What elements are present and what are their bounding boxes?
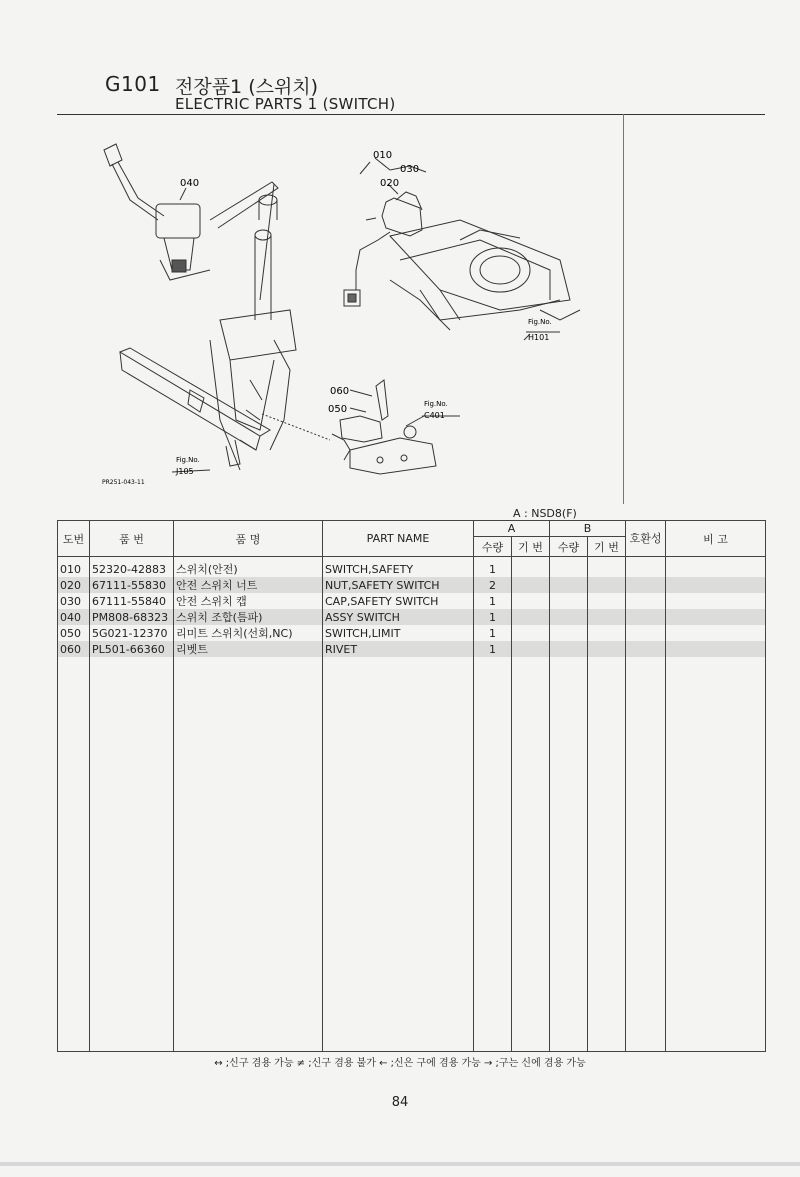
fig-ref-j105: J105 <box>176 467 194 476</box>
section-code: G101 <box>105 72 161 96</box>
header-a-gibeon: 기 번 <box>512 537 550 557</box>
cell-part-no: 52320-42883 <box>90 557 174 578</box>
header-a-quantity: 수량 <box>474 537 512 557</box>
header-group-a: A <box>474 521 550 537</box>
header-b-quantity: 수량 <box>550 537 588 557</box>
cell-ref: 040 <box>58 609 90 625</box>
cell-ref: 060 <box>58 641 90 657</box>
title-english: ELECTRIC PARTS 1 (SWITCH) <box>175 95 396 113</box>
table-row <box>58 577 766 593</box>
cell-ref: 050 <box>58 625 90 641</box>
table-filler-row <box>58 657 766 1052</box>
cell-part-no: 67111-55830 <box>90 577 174 593</box>
cell-qty: 2 <box>474 577 512 593</box>
cell-qty: 1 <box>474 641 512 657</box>
model-label: A : NSD8(F) <box>513 507 577 520</box>
header-hohwanseong: 호환성 <box>626 521 666 557</box>
fig-ref-h101: H101 <box>528 333 550 342</box>
cell-part-name: ASSY SWITCH <box>323 609 474 625</box>
header-pumbeon: 품 번 <box>90 521 174 557</box>
cell-part-no: 5G021-12370 <box>90 625 174 641</box>
cell-ref: 010 <box>58 557 90 578</box>
callout-030: 030 <box>400 164 420 175</box>
header-rule <box>57 114 765 115</box>
cell-ref: 030 <box>58 593 90 609</box>
table-row <box>58 557 766 578</box>
table-row <box>58 609 766 625</box>
cell-name-ko: 리벳트 <box>174 641 323 657</box>
cell-name-ko: 안전 스위치 캡 <box>174 593 323 609</box>
cell-part-name: SWITCH,SAFETY <box>323 557 474 578</box>
cell-qty: 1 <box>474 609 512 625</box>
fig-ref-c401: C401 <box>424 411 445 420</box>
cell-part-name: CAP,SAFETY SWITCH <box>323 593 474 609</box>
cell-qty: 1 <box>474 557 512 578</box>
cell-name-ko: 스위치 조합(틈파) <box>174 609 323 625</box>
cell-part-no: 67111-55840 <box>90 593 174 609</box>
drawing-number: PR251-043-11 <box>102 479 145 486</box>
fig-label-h101: Fig.No. <box>528 318 552 326</box>
header-part-name: PART NAME <box>323 521 474 557</box>
cell-part-name: NUT,SAFETY SWITCH <box>323 577 474 593</box>
page-number: 84 <box>391 1095 409 1110</box>
exploded-parts-diagram <box>60 120 620 500</box>
cell-name-ko: 스위치(안전) <box>174 557 323 578</box>
callout-060: 060 <box>330 386 350 397</box>
cell-part-no: PM808-68323 <box>90 609 174 625</box>
cell-part-no: PL501-66360 <box>90 641 174 657</box>
table-row <box>58 593 766 609</box>
cell-ref: 020 <box>58 577 90 593</box>
fig-label-j105: Fig.No. <box>176 456 200 464</box>
compatibility-legend: ↔ ;신구 겸용 가능 ≠ ;신구 겸용 불가 ← ;신은 구에 겸용 가능 → ;구는 신에 겸용 가능 <box>214 1058 586 1069</box>
callout-010: 010 <box>373 150 393 161</box>
cell-name-ko: 안전 스위치 너트 <box>174 577 323 593</box>
header-b-gibeon: 기 번 <box>588 537 626 557</box>
table-row <box>58 625 766 641</box>
cell-name-ko: 리미트 스위치(선회,NC) <box>174 625 323 641</box>
parts-table <box>57 520 766 1052</box>
header-pummyeong: 품 명 <box>174 521 323 557</box>
callout-050: 050 <box>328 404 348 415</box>
scan-edge <box>0 1162 800 1166</box>
cell-qty: 1 <box>474 593 512 609</box>
cell-part-name: SWITCH,LIMIT <box>323 625 474 641</box>
cell-part-name: RIVET <box>323 641 474 657</box>
title-korean: 전장품1 (스위치) <box>175 76 319 98</box>
table-row <box>58 641 766 657</box>
header-bigo: 비 고 <box>666 521 766 557</box>
diagram-divider <box>623 114 624 504</box>
callout-020: 020 <box>380 178 400 189</box>
cell-qty: 1 <box>474 625 512 641</box>
header-group-b: B <box>550 521 626 537</box>
fig-label-c401: Fig.No. <box>424 400 448 408</box>
header-dobeon: 도번 <box>58 521 90 557</box>
callout-040: 040 <box>180 178 200 189</box>
